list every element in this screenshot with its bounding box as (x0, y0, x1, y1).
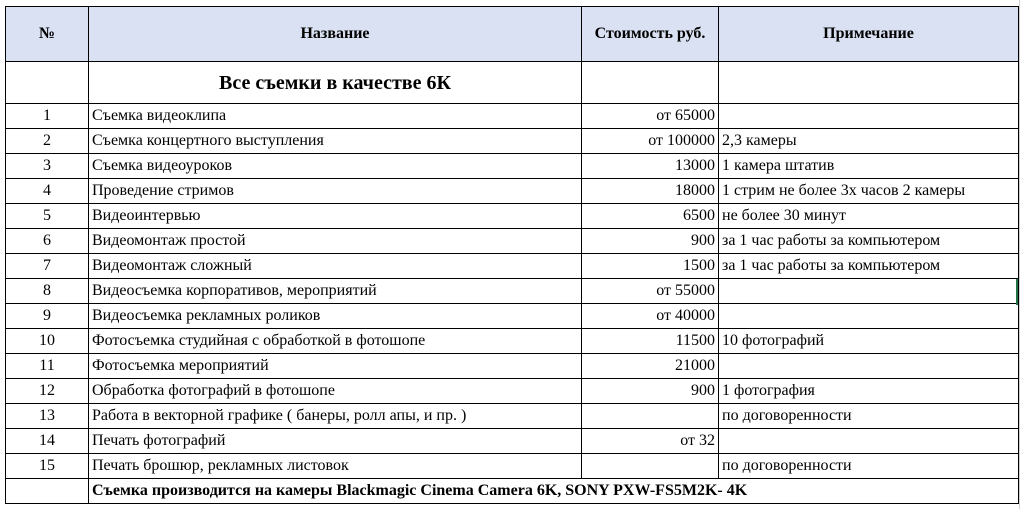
table-row (6, 404, 1019, 429)
row-price-cell[interactable]: 13000 (582, 154, 719, 179)
row-price-cell[interactable]: 900 (582, 229, 719, 254)
row-note-cell[interactable] (719, 279, 1019, 304)
table-row (6, 329, 1019, 354)
row-name-cell[interactable]: Съемка видеоклипа (89, 104, 582, 129)
row-note-cell[interactable]: по договоренности (719, 454, 1019, 479)
table-row (6, 179, 1019, 204)
row-note-cell[interactable]: по договоренности (719, 404, 1019, 429)
row-num-cell[interactable]: 13 (6, 404, 89, 429)
table-row (6, 429, 1019, 454)
row-price-cell[interactable]: 11500 (582, 329, 719, 354)
table-row (6, 354, 1019, 379)
row-num-cell[interactable]: 11 (6, 354, 89, 379)
row-num-cell[interactable]: 12 (6, 379, 89, 404)
header-note-cell[interactable]: Примечание (719, 7, 1019, 62)
row-name-cell[interactable]: Работа в векторной графике ( банеры, ролл апы, и пр. ) (89, 404, 582, 429)
row-num-cell[interactable]: 6 (6, 229, 89, 254)
row-num-cell[interactable]: 3 (6, 154, 89, 179)
row-note-cell[interactable] (719, 104, 1019, 129)
section-empty-cell[interactable] (582, 62, 719, 104)
table-row (6, 304, 1019, 329)
header-num-cell[interactable]: № (6, 7, 89, 62)
section-row (6, 62, 1019, 104)
table-row (6, 454, 1019, 479)
row-num-cell[interactable]: 14 (6, 429, 89, 454)
column-gridline (1019, 0, 1020, 509)
row-note-cell[interactable]: не более 30 минут (719, 204, 1019, 229)
row-name-cell[interactable]: Обработка фотографий в фотошопе (89, 379, 582, 404)
row-price-cell[interactable]: 900 (582, 379, 719, 404)
row-name-cell[interactable]: Видеосъемка корпоративов, мероприятий (89, 279, 582, 304)
header-row (6, 7, 1019, 62)
row-name-cell[interactable]: Съемка видеоуроков (89, 154, 582, 179)
row-note-cell[interactable] (719, 429, 1019, 454)
row-note-cell[interactable]: 2,3 камеры (719, 129, 1019, 154)
row-num-cell[interactable]: 9 (6, 304, 89, 329)
row-note-cell[interactable] (719, 304, 1019, 329)
table-row (6, 204, 1019, 229)
footer-empty-cell[interactable] (6, 479, 89, 504)
row-num-cell[interactable]: 2 (6, 129, 89, 154)
row-price-cell[interactable]: от 65000 (582, 104, 719, 129)
row-name-cell[interactable]: Фотосъемка студийная с обработкой в фотошопе (89, 329, 582, 354)
row-num-cell[interactable]: 15 (6, 454, 89, 479)
row-num-cell[interactable]: 10 (6, 329, 89, 354)
row-num-cell[interactable]: 5 (6, 204, 89, 229)
row-num-cell[interactable]: 1 (6, 104, 89, 129)
row-num-cell[interactable]: 7 (6, 254, 89, 279)
row-num-cell[interactable]: 4 (6, 179, 89, 204)
row-name-cell[interactable]: Видеомонтаж простой (89, 229, 582, 254)
row-price-cell[interactable]: от 32 (582, 429, 719, 454)
row-num-cell[interactable]: 8 (6, 279, 89, 304)
table-row (6, 379, 1019, 404)
footer-note-cell[interactable]: Съемка производится на камеры Blackmagic Cinema Camera 6K, SONY PXW-FS5M2K- 4K (89, 479, 1019, 504)
row-name-cell[interactable]: Фотосъемка мероприятий (89, 354, 582, 379)
header-name-cell[interactable]: Название (89, 7, 582, 62)
section-empty-cell[interactable] (6, 62, 89, 104)
row-price-cell[interactable]: 18000 (582, 179, 719, 204)
row-name-cell[interactable]: Проведение стримов (89, 179, 582, 204)
footer-row (6, 479, 1019, 504)
row-price-cell[interactable] (582, 454, 719, 479)
section-empty-cell[interactable] (719, 62, 1019, 104)
row-note-cell[interactable]: 1 камера штатив (719, 154, 1019, 179)
row-price-cell[interactable]: от 55000 (582, 279, 719, 304)
row-note-cell[interactable] (719, 354, 1019, 379)
row-note-cell[interactable]: 1 фотография (719, 379, 1019, 404)
row-price-cell[interactable]: от 40000 (582, 304, 719, 329)
row-name-cell[interactable]: Видеомонтаж сложный (89, 254, 582, 279)
row-name-cell[interactable]: Печать брошюр, рекламных листовок (89, 454, 582, 479)
table-row (6, 229, 1019, 254)
row-price-cell[interactable]: 6500 (582, 204, 719, 229)
row-note-cell[interactable]: за 1 час работы за компьютером (719, 254, 1019, 279)
price-table (5, 6, 1019, 504)
header-price-cell[interactable]: Стоимость руб. (582, 7, 719, 62)
table-row (6, 254, 1019, 279)
row-name-cell[interactable]: Съемка концертного выступления (89, 129, 582, 154)
table-row (6, 154, 1019, 179)
selection-indicator (1016, 279, 1023, 305)
row-price-cell[interactable]: 1500 (582, 254, 719, 279)
row-price-cell[interactable]: 21000 (582, 354, 719, 379)
section-title-cell[interactable]: Все съемки в качестве 6К (89, 62, 582, 104)
row-price-cell[interactable]: от 100000 (582, 129, 719, 154)
row-note-cell[interactable]: за 1 час работы за компьютером (719, 229, 1019, 254)
table-row (6, 129, 1019, 154)
row-note-cell[interactable]: 10 фотографий (719, 329, 1019, 354)
table-row (6, 279, 1019, 304)
row-name-cell[interactable]: Видеосъемка рекламных роликов (89, 304, 582, 329)
row-price-cell[interactable] (582, 404, 719, 429)
row-name-cell[interactable]: Видеоинтервью (89, 204, 582, 229)
row-name-cell[interactable]: Печать фотографий (89, 429, 582, 454)
table-row (6, 104, 1019, 129)
row-note-cell[interactable]: 1 стрим не более 3х часов 2 камеры (719, 179, 1019, 204)
